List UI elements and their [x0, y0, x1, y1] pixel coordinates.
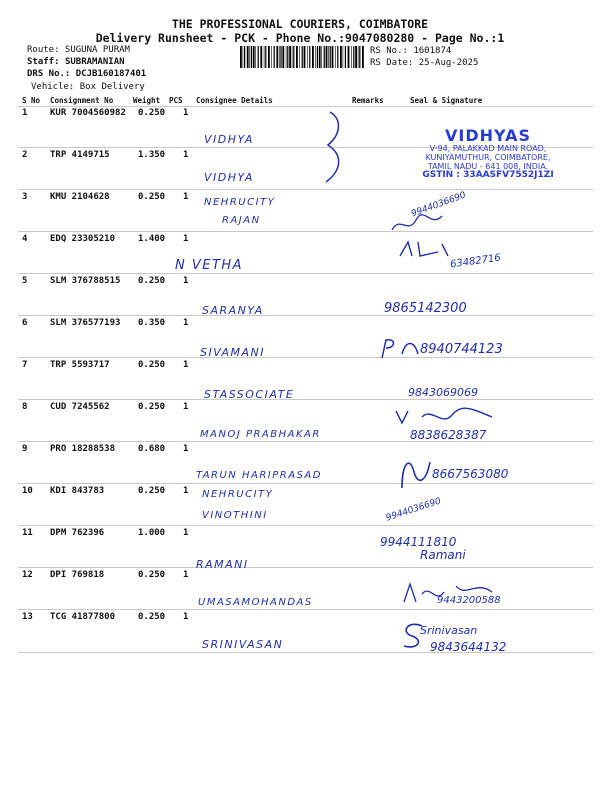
barcode	[240, 46, 365, 68]
barcode-bar	[249, 46, 250, 68]
col-weight: Weight	[133, 96, 161, 105]
row-consignment-no: TCG 41877800	[50, 612, 116, 622]
row-pcs: 1	[183, 486, 189, 496]
row-sno: 10	[22, 486, 33, 496]
barcode-bar	[351, 46, 352, 68]
row-sno: 6	[22, 318, 28, 328]
barcode-bar	[309, 46, 310, 68]
staff-label: Staff:	[27, 57, 60, 67]
stamp-name: VIDHYAS	[445, 126, 531, 145]
signature-scribble	[398, 620, 428, 650]
barcode-bar	[312, 46, 314, 68]
signature-name: Srinivasan	[420, 624, 478, 637]
signature-mobile: 9944036690	[410, 190, 468, 220]
row-divider	[18, 357, 593, 358]
barcode-bar	[244, 46, 245, 68]
barcode-bar	[345, 46, 346, 68]
barcode-bar	[251, 46, 252, 68]
barcode-bar	[324, 46, 325, 68]
row-consignment-no: KMU 2104628	[50, 192, 110, 202]
row-weight: 0.250	[138, 486, 166, 496]
barcode-bar	[348, 46, 350, 68]
row-sno: 3	[22, 192, 28, 202]
row-consignment-no: TRP 4149715	[50, 150, 110, 160]
barcode-bar	[319, 46, 321, 68]
header-subtitle: Delivery Runsheet - PCK - Phone No.:9047080280 - Page No.:1	[95, 31, 505, 45]
bracket-mark	[318, 110, 348, 185]
signature-scribble	[378, 336, 428, 361]
signature-mobile: 8667563080	[432, 467, 509, 481]
consignee-hw: RAMANI	[196, 558, 249, 571]
row-pcs: 1	[183, 276, 189, 286]
header-rule	[18, 106, 593, 107]
row-weight: 0.250	[138, 402, 166, 412]
barcode-bar	[292, 46, 293, 68]
row-sno: 2	[22, 150, 28, 160]
row-weight: 0.250	[138, 276, 166, 286]
barcode-bar	[321, 46, 322, 68]
stamp-line: V-94, PALAKKAD MAIN ROAD,	[429, 144, 547, 153]
route-label: Route: SUGUNA PURAM	[27, 45, 130, 55]
consignee-hw: UMASAMOHANDAS	[198, 597, 313, 608]
barcode-bar	[362, 46, 364, 68]
stamp-line: KUNIYAMUTHUR, COIMBATORE,	[425, 153, 551, 162]
col-consignee: Consignee Details	[196, 96, 273, 105]
barcode-bar	[276, 46, 278, 68]
row-divider	[18, 483, 593, 484]
row-sno: 7	[22, 360, 28, 370]
row-pcs: 1	[183, 402, 189, 412]
barcode-bar	[255, 46, 256, 68]
col-sno: S No	[22, 96, 41, 105]
row-divider	[18, 189, 593, 190]
consignee-hw: RAJAN	[222, 215, 261, 226]
row-weight: 0.680	[138, 444, 166, 454]
staff-row	[27, 57, 125, 67]
barcode-bar	[282, 46, 284, 68]
barcode-bar	[279, 46, 280, 68]
row-pcs: 1	[183, 360, 189, 370]
row-sno: 9	[22, 444, 28, 454]
barcode-bar	[330, 46, 331, 68]
row-weight: 0.350	[138, 318, 166, 328]
barcode-bar	[317, 46, 318, 68]
consignee-hw: VINOTHINI	[202, 510, 268, 521]
row-weight: 1.350	[138, 150, 166, 160]
row-divider	[18, 525, 593, 526]
barcode-bar	[240, 46, 242, 68]
barcode-bar	[335, 46, 336, 68]
row-sno: 11	[22, 528, 33, 538]
rs-date: RS Date: 25-Aug-2025	[370, 58, 479, 68]
signature-scribble	[390, 210, 460, 235]
row-sno: 1	[22, 108, 28, 118]
barcode-bar	[260, 46, 262, 68]
consignee-hw: NEHRUCITY	[202, 489, 274, 500]
signature-mobile: 9865142300	[384, 301, 467, 316]
stamp-line: TAMIL NADU - 641 008, INDIA.	[427, 162, 549, 171]
consignee-hw: SIVAMANI	[200, 346, 266, 359]
consignee-hw: SARANYA	[202, 304, 264, 317]
row-pcs: 1	[183, 318, 189, 328]
row-divider	[18, 273, 593, 274]
row-weight: 1.400	[138, 234, 166, 244]
signature-mobile: 8838628387	[410, 428, 487, 442]
row-sno: 8	[22, 402, 28, 412]
barcode-bar	[253, 46, 255, 68]
row-pcs: 1	[183, 528, 189, 538]
row-weight: 1.000	[138, 528, 166, 538]
row-pcs: 1	[183, 108, 189, 118]
barcode-bar	[304, 46, 306, 68]
consignee-hw: SRINIVASAN	[202, 638, 284, 651]
row-weight: 0.250	[138, 108, 166, 118]
row-divider	[18, 315, 593, 316]
consignee-hw: STASSOCIATE	[204, 388, 295, 401]
row-sno: 12	[22, 570, 33, 580]
barcode-bar	[307, 46, 308, 68]
row-consignment-no: SLM 376788515	[50, 276, 121, 286]
rs-number: RS No.: 1601874	[370, 46, 452, 56]
barcode-bar	[280, 46, 281, 68]
consignee-hw: MANOJ PRABHAKAR	[200, 429, 321, 440]
barcode-bar	[326, 46, 328, 68]
company-stamp	[393, 128, 583, 178]
row-weight: 0.250	[138, 570, 166, 580]
barcode-bar	[265, 46, 266, 68]
vehicle-type: Vehicle: Box Delivery	[31, 82, 145, 92]
signature-mobile: 9843644132	[430, 640, 507, 654]
row-divider	[18, 441, 593, 442]
barcode-bar	[264, 46, 265, 68]
signature-scribble	[392, 405, 502, 427]
row-sno: 4	[22, 234, 28, 244]
row-pcs: 1	[183, 612, 189, 622]
col-remarks: Remarks	[352, 96, 384, 105]
col-pcs: PCS	[169, 96, 183, 105]
row-consignment-no: DPI 769818	[50, 570, 105, 580]
col-consignment: Consignment No	[50, 96, 114, 105]
barcode-bar	[358, 46, 359, 68]
signature-mobile: 9843069069	[408, 386, 478, 399]
barcode-bar	[268, 46, 270, 68]
barcode-bar	[299, 46, 300, 68]
row-divider	[18, 567, 593, 568]
stamp-gstin: GSTIN : 33AASFV7552J1ZI	[422, 170, 554, 180]
row-weight: 0.250	[138, 360, 166, 370]
row-consignment-no: EDQ 23305210	[50, 234, 116, 244]
consignee-hw: NEHRUCITY	[204, 197, 276, 208]
barcode-bar	[243, 46, 244, 68]
consignee-hw: N VETHA	[175, 258, 244, 273]
row-weight: 0.250	[138, 192, 166, 202]
signature-scribble	[398, 238, 458, 260]
row-consignment-no: PRO 18288538	[50, 444, 116, 454]
signature-mobile: 8940744123	[420, 342, 503, 357]
signature-scribble	[400, 578, 500, 608]
row-pcs: 1	[183, 150, 189, 160]
barcode-bar	[355, 46, 357, 68]
consignee-hw: TARUN HARIPRASAD	[196, 470, 322, 481]
row-consignment-no: CUD 7245562	[50, 402, 110, 412]
row-pcs: 1	[183, 444, 189, 454]
barcode-bar	[332, 46, 334, 68]
table-bottom-rule	[18, 652, 593, 653]
barcode-bar	[296, 46, 298, 68]
barcode-bar	[328, 46, 329, 68]
signature-mobile: 9944111810	[380, 535, 457, 549]
signature-mobile: 9443200588	[437, 595, 501, 606]
signature-name: Ramani	[420, 548, 466, 562]
barcode-bar	[315, 46, 316, 68]
row-pcs: 1	[183, 192, 189, 202]
barcode-bar	[353, 46, 354, 68]
barcode-bar	[286, 46, 287, 68]
barcode-bar	[340, 46, 342, 68]
barcode-bar	[293, 46, 294, 68]
row-divider	[18, 609, 593, 610]
col-seal: Seal & Signature	[410, 96, 483, 105]
barcode-bar	[271, 46, 272, 68]
signature-scribble	[396, 452, 436, 492]
row-consignment-no: TRP 5593717	[50, 360, 110, 370]
row-consignment-no: KUR 7004560982	[50, 108, 126, 118]
signature-mobile: 63482716	[449, 252, 502, 271]
consignee-hw: VIDHYA	[204, 171, 254, 184]
staff-name: SUBRAMANIAN	[64, 57, 125, 67]
barcode-bar	[247, 46, 249, 68]
header-title: THE PROFESSIONAL COURIERS, COIMBATORE	[171, 17, 429, 31]
row-divider	[18, 231, 593, 232]
drs-number: DRS No.: DCJB160187401	[27, 69, 147, 79]
row-sno: 5	[22, 276, 28, 286]
barcode-bar	[302, 46, 303, 68]
barcode-bar	[337, 46, 338, 68]
barcode-bar	[274, 46, 275, 68]
barcode-bar	[258, 46, 259, 68]
row-pcs: 1	[183, 570, 189, 580]
row-consignment-no: KDI 843783	[50, 486, 105, 496]
row-consignment-no: DPM 762396	[50, 528, 105, 538]
row-weight: 0.250	[138, 612, 166, 622]
barcode-bar	[343, 46, 344, 68]
barcode-bar	[287, 46, 288, 68]
row-consignment-no: SLM 376577193	[50, 318, 121, 328]
row-pcs: 1	[183, 234, 189, 244]
barcode-bar	[359, 46, 360, 68]
signature-mobile: 9944036690	[384, 496, 443, 524]
barcode-bar	[289, 46, 291, 68]
consignee-hw: VIDHYA	[204, 133, 254, 146]
row-sno: 13	[22, 612, 33, 622]
row-divider	[18, 399, 593, 400]
